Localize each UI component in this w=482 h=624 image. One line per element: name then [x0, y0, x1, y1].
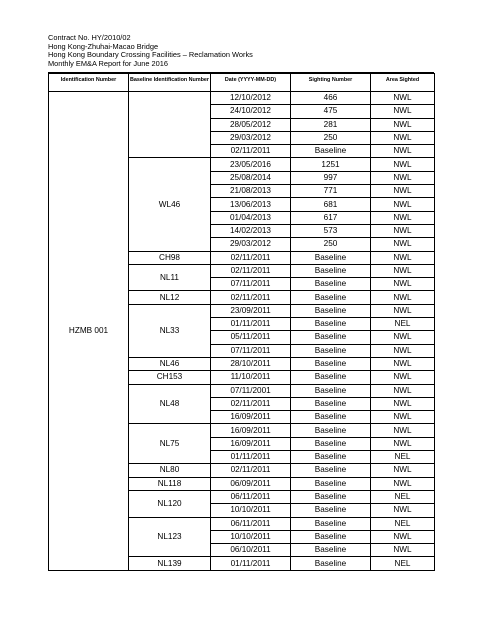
baseline-id-cell: CH98: [129, 251, 211, 264]
area-sighted-cell: NWL: [371, 344, 435, 357]
sighting-number-cell: Baseline: [291, 264, 371, 277]
baseline-id-cell: NL75: [129, 424, 211, 464]
project-name: Hong Kong-Zhuhai-Macao Bridge: [48, 41, 159, 51]
area-sighted-cell: NWL: [371, 504, 435, 517]
date-cell: 02/11/2011: [211, 464, 291, 477]
area-sighted-cell: NWL: [371, 224, 435, 237]
area-sighted-cell: NEL: [371, 490, 435, 503]
sighting-number-cell: Baseline: [291, 451, 371, 464]
area-sighted-cell: NWL: [371, 145, 435, 158]
date-cell: 07/11/2011: [211, 344, 291, 357]
sighting-number-cell: Baseline: [291, 490, 371, 503]
sighting-number-cell: Baseline: [291, 397, 371, 410]
date-cell: 10/10/2011: [211, 530, 291, 543]
sighting-number-cell: Baseline: [291, 384, 371, 397]
sighting-number-cell: Baseline: [291, 331, 371, 344]
sighting-number-cell: Baseline: [291, 291, 371, 304]
date-cell: 06/11/2011: [211, 517, 291, 530]
sighting-number-cell: 466: [291, 92, 371, 105]
identification-number-cell: HZMB 001: [49, 92, 129, 571]
baseline-id-cell: NL120: [129, 490, 211, 517]
baseline-id-cell: NL118: [129, 477, 211, 490]
area-sighted-cell: NWL: [371, 544, 435, 557]
baseline-id-cell: NL46: [129, 357, 211, 370]
sighting-number-cell: 475: [291, 105, 371, 118]
sighting-number-cell: 771: [291, 185, 371, 198]
area-sighted-cell: NWL: [371, 464, 435, 477]
sighting-number-cell: Baseline: [291, 145, 371, 158]
sighting-number-cell: Baseline: [291, 318, 371, 331]
baseline-id-cell: WL46: [129, 158, 211, 251]
date-cell: 11/10/2011: [211, 371, 291, 384]
baseline-id-cell: NL80: [129, 464, 211, 477]
table-row: [49, 92, 435, 105]
area-sighted-cell: NWL: [371, 411, 435, 424]
table-body: [49, 92, 435, 571]
column-header: Area Sighted: [371, 74, 435, 92]
area-sighted-cell: NWL: [371, 171, 435, 184]
sighting-table: [48, 73, 435, 571]
date-cell: 25/08/2014: [211, 171, 291, 184]
date-cell: 14/02/2013: [211, 224, 291, 237]
project-subtitle: Hong Kong Boundary Crossing Facilities – Reclamation Works: [48, 50, 253, 60]
area-sighted-cell: NWL: [371, 291, 435, 304]
sighting-number-cell: 1251: [291, 158, 371, 171]
sighting-number-cell: Baseline: [291, 424, 371, 437]
sighting-number-cell: Baseline: [291, 371, 371, 384]
area-sighted-cell: NWL: [371, 238, 435, 251]
sighting-number-cell: 681: [291, 198, 371, 211]
date-cell: 28/10/2011: [211, 357, 291, 370]
sighting-number-cell: Baseline: [291, 557, 371, 570]
area-sighted-cell: NWL: [371, 357, 435, 370]
area-sighted-cell: NWL: [371, 105, 435, 118]
area-sighted-cell: NWL: [371, 424, 435, 437]
date-cell: 02/11/2011: [211, 264, 291, 277]
area-sighted-cell: NWL: [371, 198, 435, 211]
area-sighted-cell: NWL: [371, 185, 435, 198]
baseline-id-cell: NL123: [129, 517, 211, 557]
sighting-number-cell: Baseline: [291, 251, 371, 264]
column-header: Date (YYYY-MM-DD): [211, 74, 291, 92]
baseline-id-cell: NL12: [129, 291, 211, 304]
sighting-number-cell: Baseline: [291, 437, 371, 450]
sighting-number-cell: 573: [291, 224, 371, 237]
sighting-number-cell: Baseline: [291, 278, 371, 291]
sighting-number-cell: Baseline: [291, 530, 371, 543]
area-sighted-cell: NWL: [371, 331, 435, 344]
date-cell: 01/04/2013: [211, 211, 291, 224]
date-cell: 07/11/2001: [211, 384, 291, 397]
date-cell: 07/11/2011: [211, 278, 291, 291]
area-sighted-cell: NEL: [371, 451, 435, 464]
area-sighted-cell: NWL: [371, 211, 435, 224]
sighting-number-cell: Baseline: [291, 304, 371, 317]
sighting-number-cell: Baseline: [291, 357, 371, 370]
column-header: Identification Number: [49, 74, 129, 92]
date-cell: 29/03/2012: [211, 131, 291, 144]
date-cell: 28/05/2012: [211, 118, 291, 131]
date-cell: 16/09/2011: [211, 424, 291, 437]
sighting-number-cell: 281: [291, 118, 371, 131]
date-cell: 06/10/2011: [211, 544, 291, 557]
date-cell: 23/09/2011: [211, 304, 291, 317]
baseline-id-cell: [129, 92, 211, 158]
table-header-row: [49, 74, 435, 92]
report-title: Monthly EM&A Report for June 2016: [48, 58, 168, 68]
date-cell: 05/11/2011: [211, 331, 291, 344]
area-sighted-cell: NEL: [371, 318, 435, 331]
sighting-number-cell: 250: [291, 131, 371, 144]
sighting-number-cell: 250: [291, 238, 371, 251]
area-sighted-cell: NEL: [371, 557, 435, 570]
baseline-id-cell: CH153: [129, 371, 211, 384]
date-cell: 06/09/2011: [211, 477, 291, 490]
area-sighted-cell: NWL: [371, 278, 435, 291]
sighting-number-cell: Baseline: [291, 411, 371, 424]
sighting-number-cell: Baseline: [291, 517, 371, 530]
baseline-id-cell: NL33: [129, 304, 211, 357]
date-cell: 13/06/2013: [211, 198, 291, 211]
sighting-number-cell: Baseline: [291, 344, 371, 357]
area-sighted-cell: NWL: [371, 397, 435, 410]
date-cell: 16/09/2011: [211, 411, 291, 424]
date-cell: 29/03/2012: [211, 238, 291, 251]
date-cell: 01/11/2011: [211, 318, 291, 331]
sighting-number-cell: Baseline: [291, 464, 371, 477]
date-cell: 01/11/2011: [211, 451, 291, 464]
area-sighted-cell: NWL: [371, 384, 435, 397]
area-sighted-cell: NWL: [371, 158, 435, 171]
date-cell: 16/09/2011: [211, 437, 291, 450]
column-header: Baseline Identification Number: [129, 74, 211, 92]
date-cell: 12/10/2012: [211, 92, 291, 105]
date-cell: 21/08/2013: [211, 185, 291, 198]
baseline-id-cell: NL139: [129, 557, 211, 570]
document-header: [48, 34, 253, 68]
area-sighted-cell: NWL: [371, 264, 435, 277]
area-sighted-cell: NWL: [371, 118, 435, 131]
date-cell: 02/11/2011: [211, 145, 291, 158]
sighting-number-cell: 997: [291, 171, 371, 184]
area-sighted-cell: NWL: [371, 92, 435, 105]
area-sighted-cell: NEL: [371, 517, 435, 530]
date-cell: 02/11/2011: [211, 251, 291, 264]
date-cell: 01/11/2011: [211, 557, 291, 570]
date-cell: 23/05/2016: [211, 158, 291, 171]
date-cell: 02/11/2011: [211, 397, 291, 410]
area-sighted-cell: NWL: [371, 304, 435, 317]
area-sighted-cell: NWL: [371, 371, 435, 384]
baseline-id-cell: NL11: [129, 264, 211, 291]
area-sighted-cell: NWL: [371, 530, 435, 543]
area-sighted-cell: NWL: [371, 251, 435, 264]
date-cell: 06/11/2011: [211, 490, 291, 503]
date-cell: 10/10/2011: [211, 504, 291, 517]
sighting-number-cell: Baseline: [291, 477, 371, 490]
date-cell: 24/10/2012: [211, 105, 291, 118]
sighting-number-cell: Baseline: [291, 544, 371, 557]
column-header: Sighting Number: [291, 74, 371, 92]
contract-number: Contract No. HY/2010/02: [48, 33, 131, 42]
sighting-number-cell: Baseline: [291, 504, 371, 517]
date-cell: 02/11/2011: [211, 291, 291, 304]
sighting-number-cell: 617: [291, 211, 371, 224]
area-sighted-cell: NWL: [371, 477, 435, 490]
area-sighted-cell: NWL: [371, 437, 435, 450]
area-sighted-cell: NWL: [371, 131, 435, 144]
baseline-id-cell: NL48: [129, 384, 211, 424]
